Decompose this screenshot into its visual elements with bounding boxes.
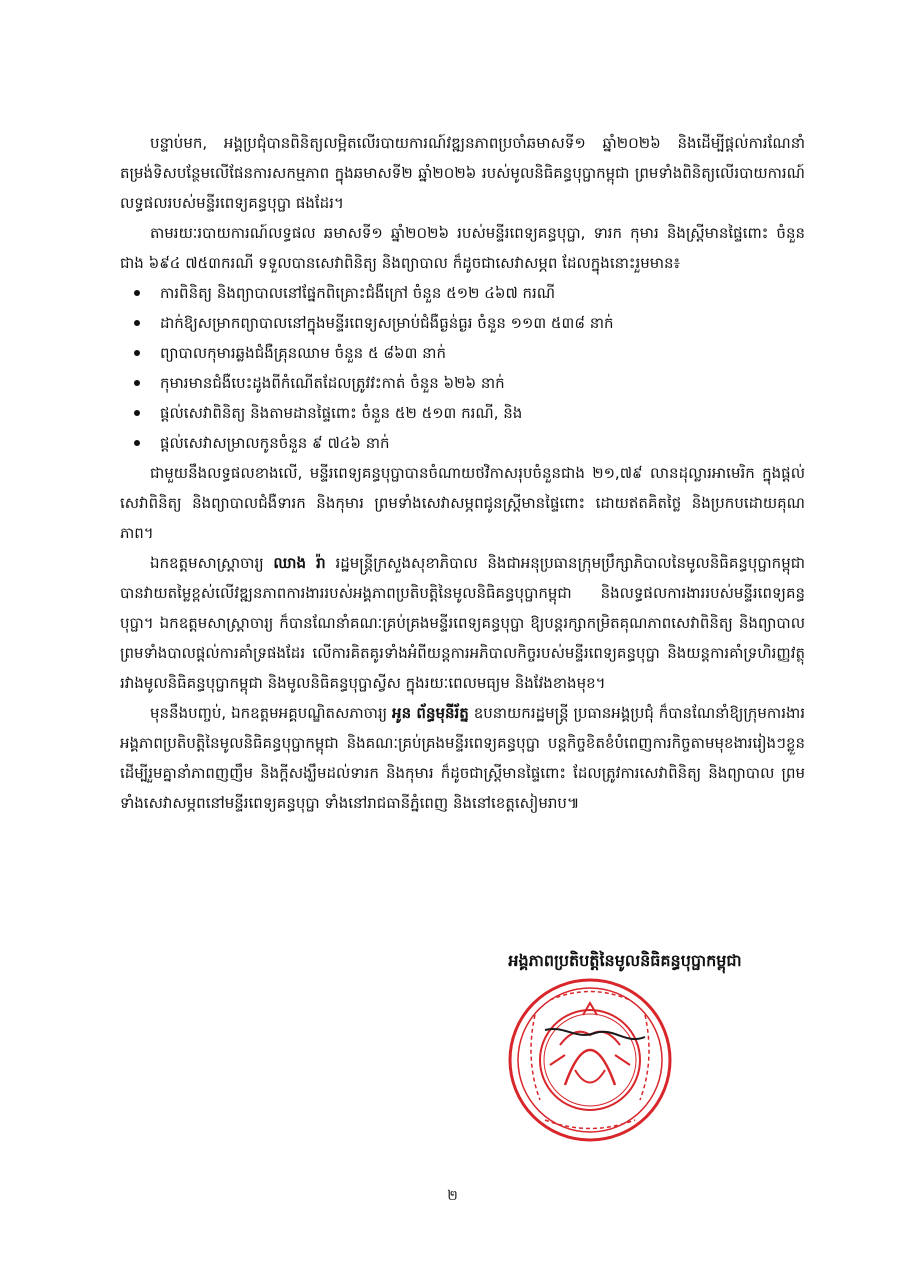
list-item-text: ផ្តល់សេវាពិនិត្យ និងតាមដានផ្ទៃពោះ ចំនួន ៥២ ៥១៣ ករណី, និង [160, 404, 523, 422]
list-item [120, 368, 805, 398]
list-item [120, 398, 805, 428]
bullet-icon [134, 410, 140, 416]
paragraph-4-body: រដ្ឋមន្ត្រីក្រសួងសុខាភិបាល និងជាអនុប្រធានក្រុមប្រឹក្សាភិបាលនៃមូលនិធិគន្ធបុប្ផាកម្ពុជា បានវាយតម្លៃខ្ពស់លើវឌ្ឍនភាពការងាររបស់អង្គភាពប្រតិបត្តិនៃមូលនិធិគន្ធបុប្ផាកម្ពុជា និងលទ្ធផលការងាររបស់មន្ទីរពេទ្យគន្ធបុប្ផា។ ឯកឧត្តមសាស្ត្រាចារ្យ ក៏បានណែនាំគណៈគ្រប់គ្រងមន្ទីរពេទ្យគន្ធបុប្ផា ឱ្យបន្តរក្សាកម្រិតគុណភាពសេវាពិនិត្យ និងព្យាបាល ព្រមទាំងបាលផ្តល់ការគាំទ្រផងដែរ លើការគិតគូរទាំងអំពីយន្តការអភិបាលកិច្ចរបស់មន្ទីរពេទ្យគន្ធបុប្ផា និងយន្តការគាំទ្រហិរញ្ញវត្ថុ រវាងមូលនិធិគន្ធបុប្ផាកម្ពុជា និងមូលនិធិគន្ធបុប្ផាស្វីស ក្នុងរយៈពេលមធ្យម និងវែងខាងមុខ។ [120, 554, 805, 692]
bullet-icon [134, 320, 140, 326]
list-item-text: កុមារមានជំងឺបេះដូងពីកំណើតដែលត្រូវវះកាត់ ចំនួន ៦២៦ នាក់ [160, 374, 505, 392]
list-item [120, 428, 805, 458]
list-item-text: ផ្តល់សេវាសម្រាលកូនចំនួន ៩ ៧៤៦ នាក់ [160, 434, 390, 452]
bullet-icon [134, 350, 140, 356]
paragraph-5-body: ឧបនាយករដ្ឋមន្ត្រី ប្រធានអង្គប្រជុំ ក៏បានណែនាំឱ្យក្រុមការងារអង្គភាពប្រតិបត្តិនៃមូលនិធិគន្ធបុប្ផាកម្ពុជា និងគណៈគ្រប់គ្រងមន្ទីរពេទ្យគន្ធបុប្ផា បន្តកិច្ចខិតខំបំពេញការកិច្ចតាមមុខងាររៀងៗខ្លួន ដើម្បីរួមគ្នានាំភាពញញឹម និងក្តីសង្ឃឹមដល់ទារក និងកុមារ ក៏ដូចជាស្ត្រីមានផ្ទៃពោះ ដែលត្រូវការសេវាពិនិត្យ និងព្យាបាល ព្រមទាំងសេវាសម្ភពនៅមន្ទីរពេទ្យគន្ធបុប្ផា ទាំងនៅរាជធានីភ្នំពេញ និងនៅខេត្តសៀមរាប៕ [120, 704, 806, 812]
chair-name: អូន ព័ន្ធមុនីរ័ត្ន [392, 704, 469, 722]
paragraph-1: បន្ទាប់មក, អង្គប្រជុំបានពិនិត្យលម្អិតលើរបាយការណ៍វឌ្ឍនភាពប្រចាំឆមាសទី១ ឆ្នាំ២០២៦ និងដើម្បីផ្តល់ការណែនាំតម្រង់ទិសបន្ថែមលើផែនការសកម្មភាព ក្នុងឆមាសទី២ ឆ្នាំ២០២៦ របស់មូលនិធិគន្ធបុប្ផាកម្ពុជា ព្រមទាំងពិនិត្យលើរបាយការណ៍លទ្ធផលរបស់មន្ទីរពេទ្យគន្ធបុប្ផា ផងដែរ។ [120, 134, 805, 212]
results-list [120, 278, 805, 458]
bullet-icon [134, 440, 140, 446]
paragraph-5 [120, 698, 805, 818]
signature-block: អង្គភាពប្រតិបត្តិនៃមូលនិធិគន្ធបុប្ផាកម្ពុជា [508, 951, 742, 970]
list-item-text: ការពិនិត្យ និងព្យាបាលនៅផ្នែកពិគ្រោះជំងឺក្រៅ ចំនួន ៥១២ ៤៦៧ ករណី [160, 284, 556, 302]
list-item-text: ដាក់ឱ្យសម្រាកព្យាបាលនៅក្នុងមន្ទីរពេទ្យសម្រាប់ជំងឺធ្ងន់ធ្ងរ ចំនួន ១១៣ ៥៣៨ នាក់ [160, 314, 614, 332]
list-item [120, 338, 805, 368]
bullet-icon [134, 290, 140, 296]
paragraph-2: តាមរយៈរបាយការណ៍លទ្ធផល ឆមាសទី១ ឆ្នាំ២០២៦ របស់មន្ទីរពេទ្យគន្ធបុប្ផា, ទារក កុមារ និងស្ត្រីមានផ្ទៃពោះ ចំនួនជាង ៦៩៤ ៧៥៣ករណី ទទួលបានសេវាពិនិត្យ និងព្យាបាល ក៏ដូចជាសេវាសម្ភព ដែលក្នុងនោះរួមមាន៖ [120, 224, 805, 272]
official-seal-icon [505, 975, 675, 1145]
document-body [120, 128, 805, 818]
list-item [120, 308, 805, 338]
paragraph-4-intro: ឯកឧត្តមសាស្ត្រាចារ្យ [150, 554, 274, 572]
list-item-text: ព្យាបាលកុមារឆ្លងជំងឺគ្រុនឈាម ចំនួន ៥ ៨៦៣ នាក់ [160, 344, 446, 362]
minister-name: ឈាង រ៉ា [273, 554, 326, 572]
page-number: ២ [447, 1188, 458, 1204]
paragraph-5-intro: មុននឹងបញ្ចប់, ឯកឧត្តមអគ្គបណ្ឌិតសភាចារ្យ [150, 704, 393, 722]
list-item [120, 278, 805, 308]
paragraph-4 [120, 548, 805, 698]
paragraph-3: ជាមួយនឹងលទ្ធផលខាងលើ, មន្ទីរពេទ្យគន្ធបុប្ផាបានចំណាយថវិកាសរុបចំនួនជាង ២១,៧៩ លានដុល្លារអាមេរិក ក្នុងផ្តល់សេវាពិនិត្យ និងព្យាបាលជំងឺទារក និងកុមារ ព្រមទាំងសេវាសម្ភពជូនស្ត្រីមានផ្ទៃពោះ ដោយឥតគិតថ្លៃ និងប្រកបដោយគុណភាព។ [120, 464, 805, 542]
bullet-icon [134, 380, 140, 386]
